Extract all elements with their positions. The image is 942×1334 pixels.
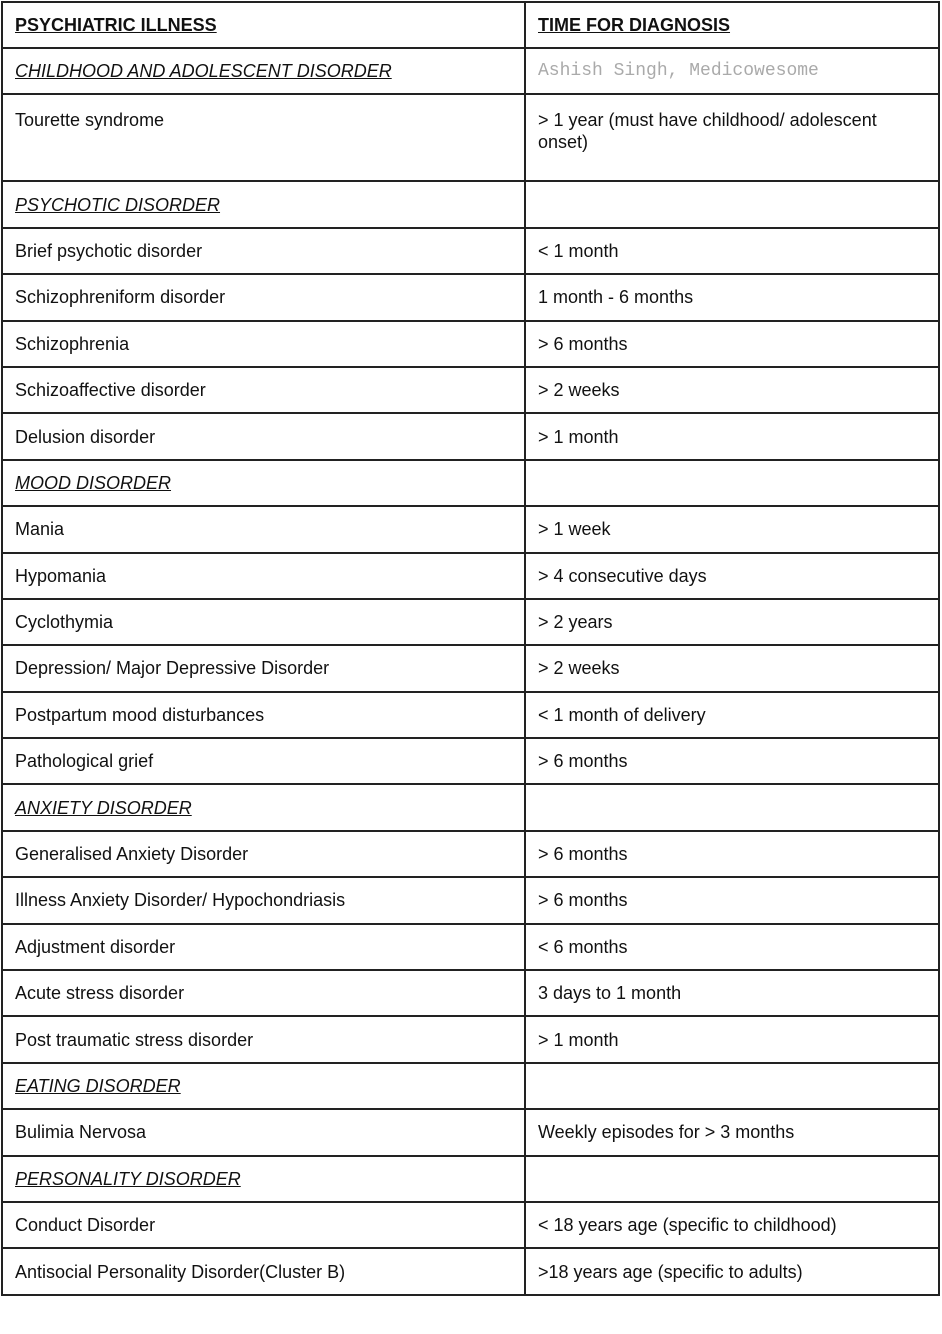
table-row [2, 413, 939, 459]
diagnosis-time: > 2 years [525, 599, 939, 645]
diagnosis-time: Weekly episodes for > 3 months [525, 1109, 939, 1155]
watermark: Ashish Singh, Medicowesome [525, 48, 939, 94]
table-row [2, 1248, 939, 1294]
illness-name: Brief psychotic disorder [2, 228, 525, 274]
table-row [2, 692, 939, 738]
diagnosis-time [525, 1156, 939, 1202]
diagnosis-time: > 1 month [525, 413, 939, 459]
diagnosis-time [525, 1063, 939, 1109]
table-row [2, 1109, 939, 1155]
illness-name: Post traumatic stress disorder [2, 1016, 525, 1062]
category-name: ANXIETY DISORDER [2, 784, 525, 830]
diagnosis-time: > 6 months [525, 877, 939, 923]
diagnosis-time: > 1 month [525, 1016, 939, 1062]
category-row [2, 1063, 939, 1109]
illness-name: Schizophrenia [2, 321, 525, 367]
table-row [2, 599, 939, 645]
table-row [2, 94, 939, 181]
header-time-for-diagnosis: TIME FOR DIAGNOSIS [525, 2, 939, 48]
table-row [2, 321, 939, 367]
table-row [2, 506, 939, 552]
illness-name: Delusion disorder [2, 413, 525, 459]
diagnosis-time [525, 460, 939, 506]
table-row [2, 367, 939, 413]
header-psychiatric-illness: PSYCHIATRIC ILLNESS [2, 2, 525, 48]
table-row [2, 831, 939, 877]
illness-name: Generalised Anxiety Disorder [2, 831, 525, 877]
diagnosis-time: < 6 months [525, 924, 939, 970]
table-header-row [2, 2, 939, 48]
illness-name: Tourette syndrome [2, 94, 525, 181]
table-row [2, 738, 939, 784]
table-row [2, 924, 939, 970]
illness-name: Conduct Disorder [2, 1202, 525, 1248]
diagnosis-time: > 4 consecutive days [525, 553, 939, 599]
diagnosis-time: < 18 years age (specific to childhood) [525, 1202, 939, 1248]
diagnosis-time [525, 784, 939, 830]
category-name: PERSONALITY DISORDER [2, 1156, 525, 1202]
diagnosis-time: > 6 months [525, 738, 939, 784]
diagnosis-time-table [1, 1, 940, 1296]
illness-name: Pathological grief [2, 738, 525, 784]
illness-name: Bulimia Nervosa [2, 1109, 525, 1155]
illness-name: Illness Anxiety Disorder/ Hypochondriasis [2, 877, 525, 923]
illness-name: Adjustment disorder [2, 924, 525, 970]
category-row [2, 460, 939, 506]
diagnosis-time: > 1 year (must have childhood/ adolescent onset) [525, 94, 939, 181]
illness-name: Cyclothymia [2, 599, 525, 645]
table-row [2, 553, 939, 599]
illness-name: Antisocial Personality Disorder(Cluster B) [2, 1248, 525, 1294]
illness-name: Acute stress disorder [2, 970, 525, 1016]
table-row [2, 1202, 939, 1248]
table-row [2, 645, 939, 691]
illness-name: Depression/ Major Depressive Disorder [2, 645, 525, 691]
diagnosis-time: > 2 weeks [525, 645, 939, 691]
table-row [2, 877, 939, 923]
category-row [2, 181, 939, 227]
illness-name: Mania [2, 506, 525, 552]
diagnosis-time: 1 month - 6 months [525, 274, 939, 320]
diagnosis-time: 3 days to 1 month [525, 970, 939, 1016]
table-row [2, 274, 939, 320]
diagnosis-time: < 1 month of delivery [525, 692, 939, 738]
table-row [2, 970, 939, 1016]
category-name: PSYCHOTIC DISORDER [2, 181, 525, 227]
category-row [2, 48, 939, 94]
diagnosis-time: > 6 months [525, 831, 939, 877]
category-row [2, 1156, 939, 1202]
category-name: EATING DISORDER [2, 1063, 525, 1109]
diagnosis-time: > 2 weeks [525, 367, 939, 413]
category-name: CHILDHOOD AND ADOLESCENT DISORDER [2, 48, 525, 94]
illness-name: Schizophreniform disorder [2, 274, 525, 320]
illness-name: Postpartum mood disturbances [2, 692, 525, 738]
table-row [2, 228, 939, 274]
illness-name: Schizoaffective disorder [2, 367, 525, 413]
illness-name: Hypomania [2, 553, 525, 599]
table-row [2, 1016, 939, 1062]
category-name: MOOD DISORDER [2, 460, 525, 506]
diagnosis-time [525, 181, 939, 227]
diagnosis-time: < 1 month [525, 228, 939, 274]
diagnosis-time: > 1 week [525, 506, 939, 552]
diagnosis-time: >18 years age (specific to adults) [525, 1248, 939, 1294]
category-row [2, 784, 939, 830]
diagnosis-time: > 6 months [525, 321, 939, 367]
